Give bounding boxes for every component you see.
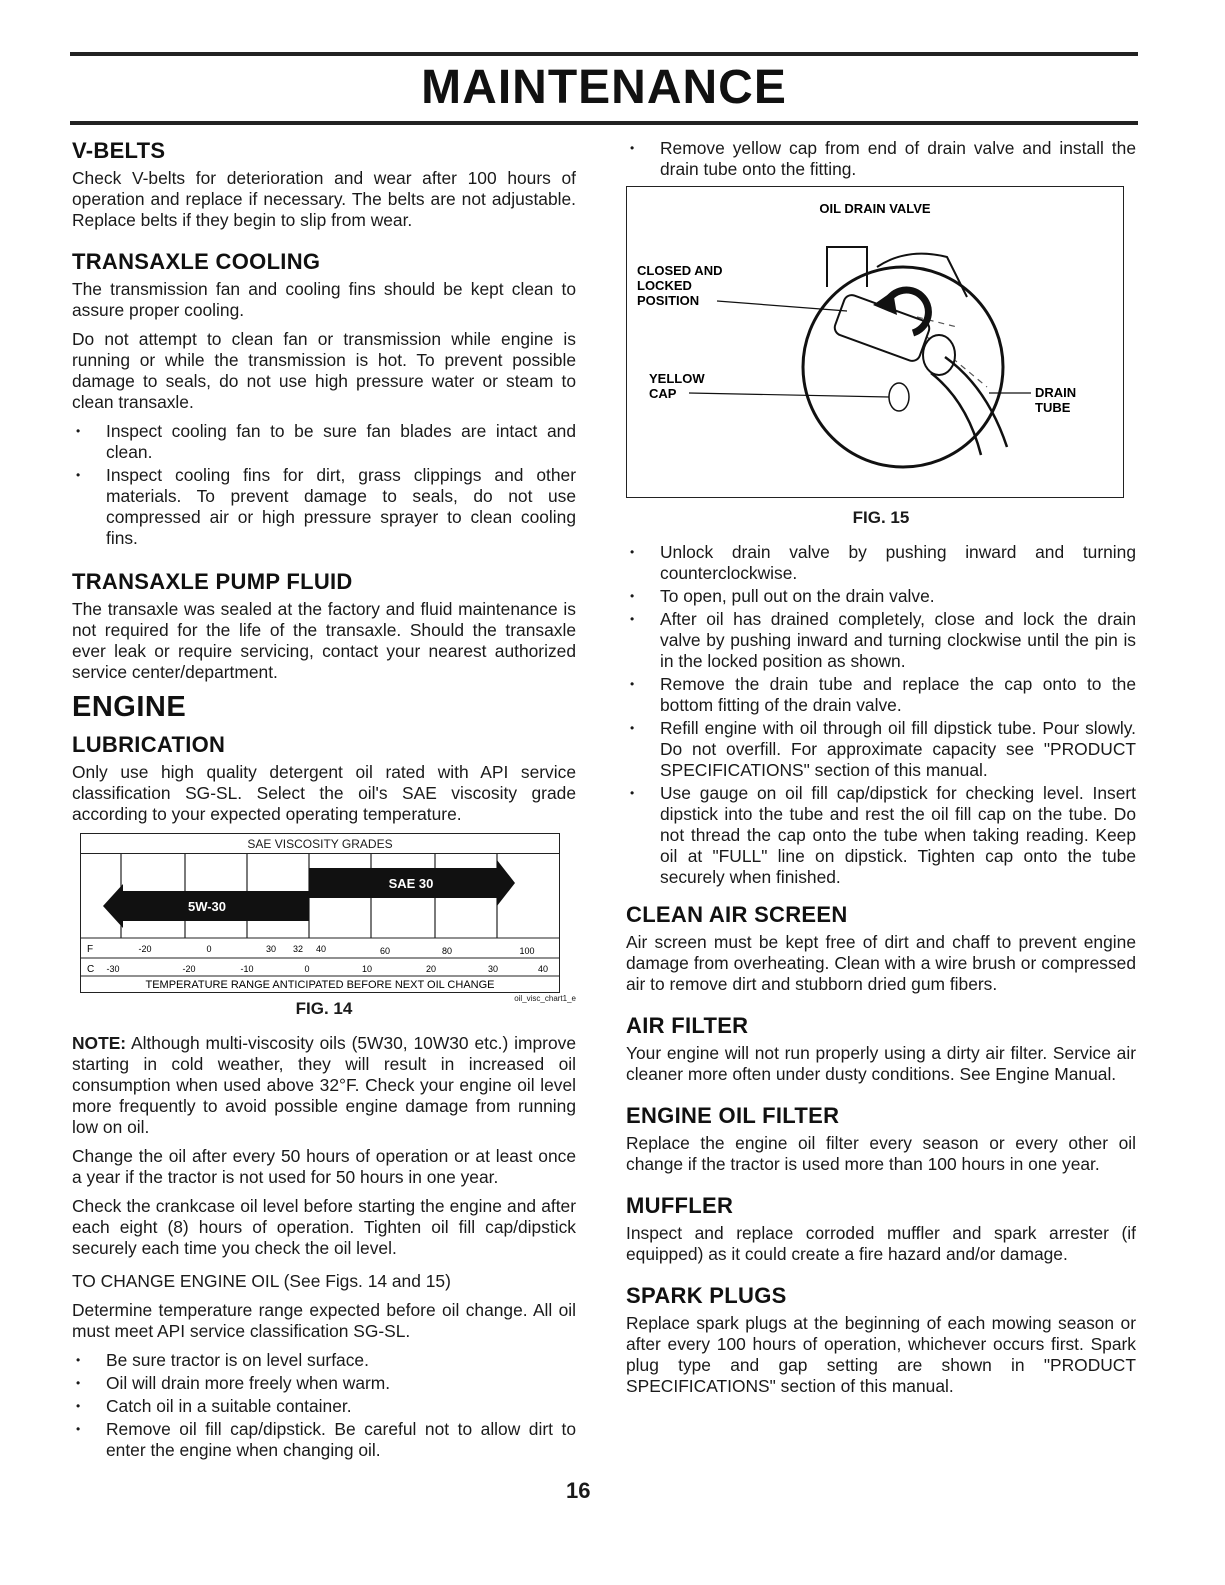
c-tick: -20 [182, 964, 196, 974]
drain-tube-list [626, 138, 1136, 180]
page-number: 16 [566, 1478, 591, 1503]
f-tick: 0 [206, 944, 212, 954]
5w30-label: 5W-30 [187, 899, 227, 914]
c-tick: 10 [361, 964, 373, 974]
title-underline-rule [70, 121, 1138, 125]
f-tick: 60 [379, 946, 391, 956]
drain-tube-label-line1: DRAIN [1035, 385, 1077, 400]
oil-drain-valve-illustration [627, 187, 1123, 497]
engine-oil-filter-heading: ENGINE OIL FILTER [626, 1103, 840, 1128]
list-item: • Remove the drain tube and replace the cap onto to the bottom fitting of the drain valve. [626, 674, 1136, 716]
f-tick: 40 [315, 944, 327, 954]
c-tick: 20 [425, 964, 437, 974]
list-item: • Catch oil in a suitable container. [72, 1396, 576, 1417]
yellow-cap-label-line1: YELLOW [649, 371, 705, 386]
yellow-cap-label-line2: CAP [649, 386, 677, 401]
c-axis-label: C [87, 964, 95, 975]
f-tick: 80 [441, 946, 453, 956]
oil-change-list [72, 1350, 576, 1461]
air-filter-text: Your engine will not run properly using a dirty air filter. Service air cleaner more often under dusty conditions. See Engine Manual. [626, 1043, 1136, 1084]
c-tick: 40 [537, 964, 549, 974]
transaxle-pump-text: The transaxle was sealed at the factory and fluid maintenance is not required for the life of the transaxle. Should the transaxle ever leak or require servicing, contact your nearest authorized service center/department. [72, 599, 576, 682]
transaxle-cooling-list [72, 421, 576, 549]
closed-locked-label-line1: CLOSED AND [637, 263, 723, 278]
check-oil-paragraph: Check the crankcase oil level before starting the engine and after each eight (8) hours of operation. Tighten oil fill cap/dipstick securely each time you check the oil level. [72, 1196, 576, 1258]
page-title: MAINTENANCE [421, 61, 787, 114]
list-item: • Refill engine with oil through oil fill dipstick tube. Pour slowly. Do not overfill. For approximate capacity see "PRODUCT SPECIFICATIONS" section of this manual. [626, 718, 1136, 781]
vbelts-text: Check V-belts for deterioration and wear after 100 hours of operation and replace if necessary. The belts are not adjustable. Replace belts if they begin to slip from wear. [72, 168, 576, 230]
oil-drain-valve-figure [626, 186, 1124, 498]
sae30-label: SAE 30 [388, 876, 434, 891]
list-item: • Use gauge on oil fill cap/dipstick for checking level. Insert dipstick into the tube and rest the oil fill cap on the tube. Do not thread the cap onto the tube when taking reading. Keep oil at "FULL" line on dipstick. Tighten cap onto the tube securely when finished. [626, 783, 1136, 888]
note-paragraph [72, 1033, 576, 1138]
f-tick: -20 [138, 944, 152, 954]
to-change-oil-heading: TO CHANGE ENGINE OIL (See Figs. 14 and 15) [72, 1271, 451, 1291]
transaxle-cooling-p2: Do not attempt to clean fan or transmission while engine is running or while the transmission is hot. To prevent possible damage to seals, do not use high pressure water or steam to clean transaxle. [72, 329, 576, 412]
f-tick: 32 [292, 944, 304, 954]
top-rule [70, 52, 1138, 56]
drain-tube-label-line2: TUBE [1035, 400, 1071, 415]
muffler-text: Inspect and replace corroded muffler and spark arrester (if equipped) as it could create a fire hazard and/or damage. [626, 1223, 1136, 1264]
list-item: • After oil has drained completely, close and lock the drain valve by pushing inward and turning clockwise until the pin is in the locked position as shown. [626, 609, 1136, 672]
closed-locked-label-line3: POSITION [637, 293, 700, 308]
list-item: • Remove oil fill cap/dipstick. Be careful not to allow dirt to enter the engine when changing oil. [72, 1419, 576, 1461]
lubrication-text: Only use high quality detergent oil rated with API service classification SG-SL. Select the oil's SAE viscosity grade according to your expected operating temperature. [72, 762, 576, 824]
fig14-caption: FIG. 14 [295, 999, 353, 1018]
engine-heading: ENGINE [72, 691, 187, 723]
c-tick: -10 [240, 964, 254, 974]
list-item: • Oil will drain more freely when warm. [72, 1373, 576, 1394]
f-tick: 30 [265, 944, 277, 954]
right-column [626, 138, 1136, 1405]
list-item: • Inspect cooling fins for dirt, grass clippings and other materials. To prevent damage to seals, do not use compressed air or high pressure sprayer to clean cooling fins. [72, 465, 576, 549]
c-tick: 0 [304, 964, 310, 974]
transaxle-cooling-p1: The transmission fan and cooling fins should be kept clean to assure proper cooling. [72, 279, 576, 320]
list-item: • Remove yellow cap from end of drain valve and install the drain tube onto the fitting. [626, 138, 1136, 180]
list-item: • Unlock drain valve by pushing inward and turning counterclockwise. [626, 542, 1136, 584]
closed-locked-label-line2: LOCKED [637, 278, 692, 293]
spark-plugs-text: Replace spark plugs at the beginning of each mowing season or after every 100 hours of operation, whichever occurs first. Spark plug type and gap setting are shown in "PRODUCT SPECIFICATIONS" section of this manual. [626, 1313, 1136, 1396]
determine-temp-paragraph: Determine temperature range expected before oil change. All oil must meet API service classification SG-SL. [72, 1300, 576, 1341]
fig15-caption: FIG. 15 [852, 508, 910, 527]
drain-valve-list [626, 542, 1136, 888]
chart-code: oil_visc_chart1_e [514, 994, 576, 1003]
left-column [72, 138, 576, 1471]
note-text: Although multi-viscosity oils (5W30, 10W30 etc.) improve starting in cold weather, they will result in increased oil consumption when used above 32°F. Check your engine oil level more frequently to avoid possible engine damage from running low on oil. [72, 1033, 576, 1137]
transaxle-pump-heading: TRANSAXLE PUMP FLUID [72, 569, 353, 594]
spark-plugs-heading: SPARK PLUGS [626, 1283, 787, 1308]
note-label: NOTE: [72, 1033, 127, 1053]
chart-footer: TEMPERATURE RANGE ANTICIPATED BEFORE NEXT OIL CHANGE [145, 979, 495, 991]
f-axis-label: F [87, 944, 94, 955]
viscosity-chart-graphic [81, 854, 559, 992]
engine-oil-filter-text: Replace the engine oil filter every season or every other oil change if the tractor is used more than 100 hours in one year. [626, 1133, 1136, 1174]
c-tick: -30 [106, 964, 120, 974]
muffler-heading: MUFFLER [626, 1193, 734, 1218]
viscosity-chart [80, 833, 560, 993]
list-item: • Inspect cooling fan to be sure fan blades are intact and clean. [72, 421, 576, 463]
c-tick: 30 [487, 964, 499, 974]
air-filter-heading: AIR FILTER [626, 1013, 749, 1038]
clean-air-screen-text: Air screen must be kept free of dirt and chaff to prevent engine damage from overheating. Clean with a wire brush or compressed air to remove dirt and stubborn dried gum fibers. [626, 932, 1136, 994]
vbelts-heading: V-BELTS [72, 138, 166, 163]
viscosity-chart-title: SAE VISCOSITY GRADES [81, 834, 559, 854]
fig15-title: OIL DRAIN VALVE [819, 201, 931, 216]
list-item: • Be sure tractor is on level surface. [72, 1350, 576, 1371]
lubrication-heading: LUBRICATION [72, 732, 226, 757]
list-item: • To open, pull out on the drain valve. [626, 586, 1136, 607]
change-oil-paragraph: Change the oil after every 50 hours of operation or at least once a year if the tractor is not used for 50 hours in one year. [72, 1146, 576, 1187]
f-tick: 100 [519, 946, 535, 956]
clean-air-screen-heading: CLEAN AIR SCREEN [626, 902, 848, 927]
transaxle-cooling-heading: TRANSAXLE COOLING [72, 249, 321, 274]
